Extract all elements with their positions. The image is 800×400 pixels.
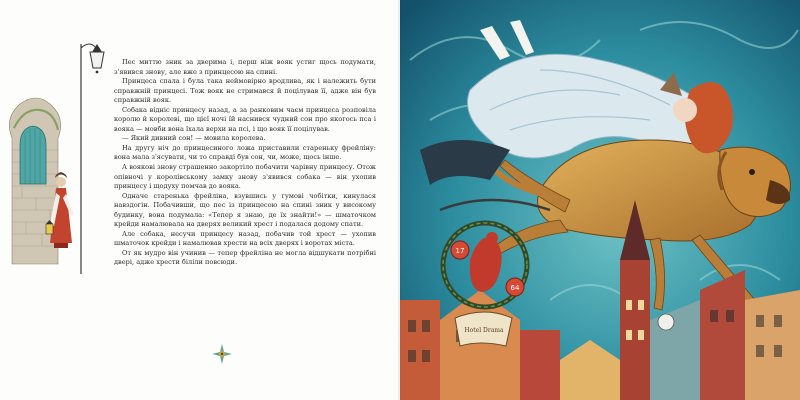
paragraph: — Який дивний сон! — мовила королева. (122, 134, 266, 143)
paragraph: Одначе старенька фрейліна, взувшись у гумові чобітки, кинулася навздогін. Побачивши, що пес із принцесою на спині зник у високому будинку, вона подумала: «Тепер я знаю, де їх знайти!» — шматочком крейди намалювала на дверях великий хрест і подалася додому спати. (114, 191, 376, 229)
paragraph: Пес миттю зник за дверима і, перш ніж вояк устиг щось подумати, з'явився знову, але вже з принцесою на спині. (114, 58, 376, 76)
paragraph: От як мудро він учинив — тепер фрейліна не могла відшукати потрібні двері, адже хрести біліли повсюди. (114, 248, 376, 267)
street-lamp-icon (81, 44, 104, 274)
page-ornament-icon (212, 344, 232, 364)
paragraph: А воякові знову страшенно закортіло побачити чарівну принцесу. Отож опівночі у королівському замку знову з'явився собака — він ухопив принцесу і щодуху помчав до вояка. (114, 163, 376, 191)
paragraph: На другу ніч до принцесиного ложа приставили стареньку фрейліну: вона мала з'ясувати, чи то справді був сон, чи, може, щось інше. (114, 143, 376, 162)
paragraph: Але собака, несучи принцесу назад, побачив той хрест — ухопив шматочок крейди і намалював хрести на всіх дверях і воротах міста. (114, 229, 376, 248)
margin-illustration (0, 38, 110, 278)
book-gutter (398, 0, 402, 400)
story-text (114, 58, 376, 268)
story-illustration (400, 0, 800, 400)
paragraph: Собака відніс принцесу назад, а за ранковим чаєм принцеса розповіла королю й королеві, що цієї ночі їй наснився чудний сон про якогось пса і вояка — мовби вона їхала верхи на псі, і що вояк її поцілував. (114, 105, 376, 133)
sign-text: Hotel Drama (464, 327, 504, 334)
sign-number-right: 64 (510, 284, 520, 292)
paragraph: Принцеса спала і була така неймовірно вродлива, як і належить бути справжній принцесі. Тож вояк не стримався й поцілував її, адже він був справжній вояк. (114, 77, 376, 105)
right-page (400, 0, 800, 400)
sign-number-left: 17 (455, 247, 465, 255)
